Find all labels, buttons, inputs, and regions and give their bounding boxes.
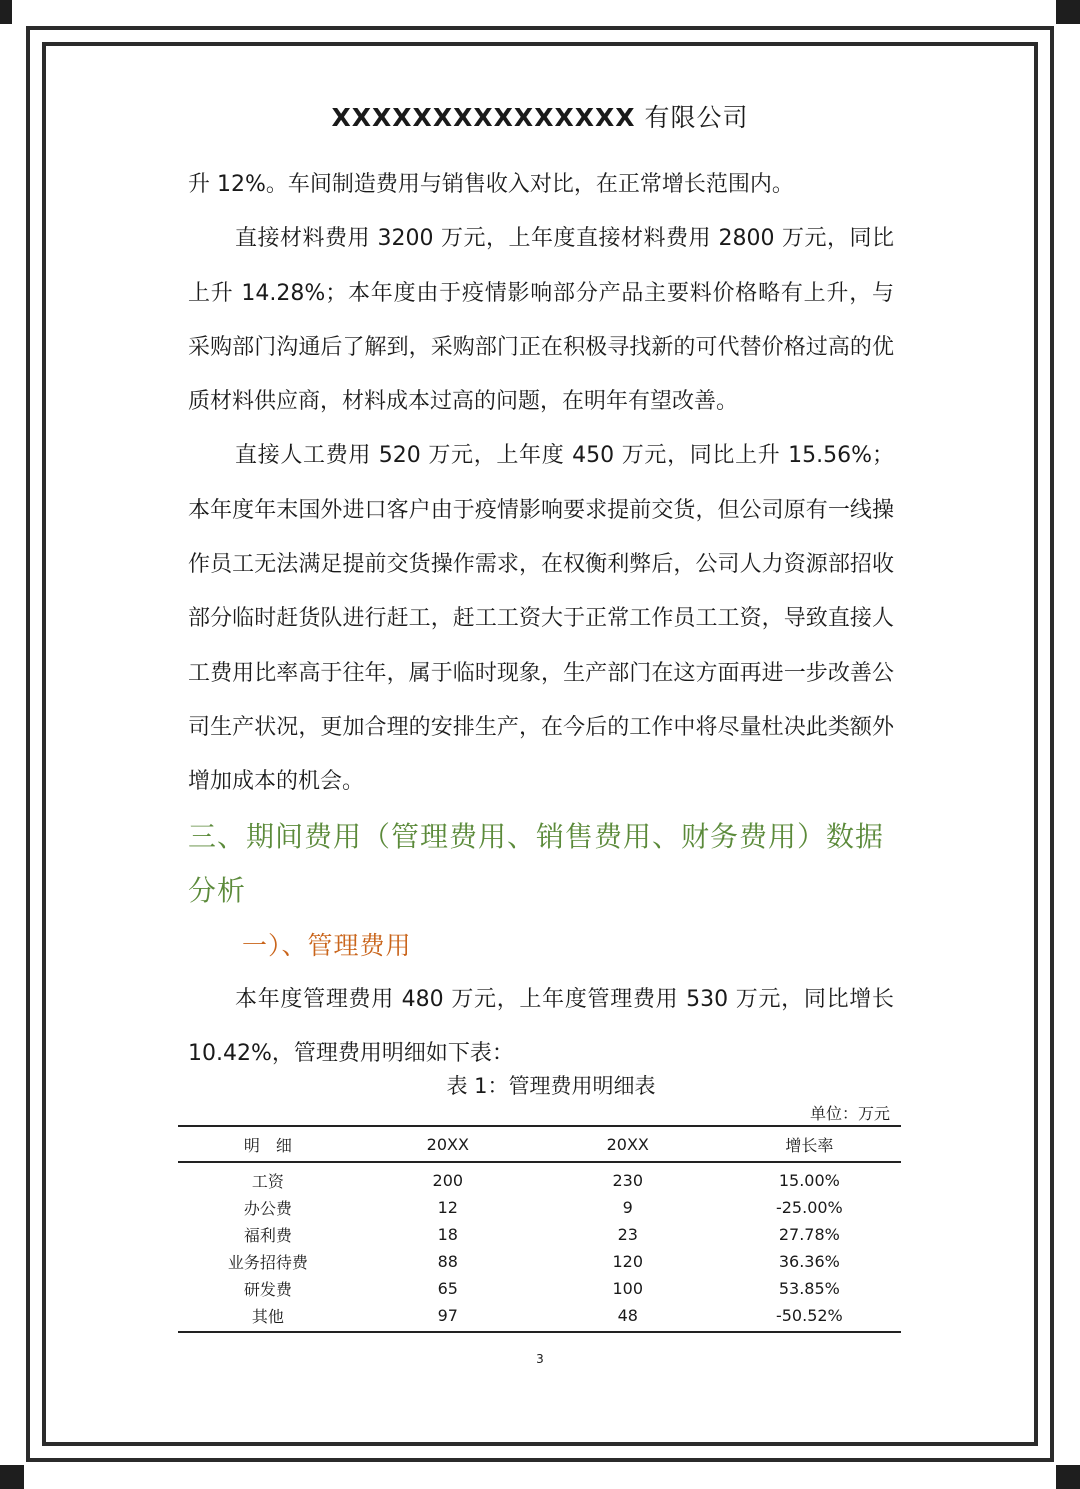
table-cell: 120 — [612, 1252, 644, 1271]
table-cell: 36.36% — [778, 1252, 840, 1271]
table-caption-wrap — [188, 1072, 894, 1100]
column-header: 增长率 — [718, 1126, 901, 1162]
paragraph-3: 直接人工费用 520 万元，上年度 450 万元，同比上升 15.56%；本年度年末国外进口客户由于疫情影响要求提前交货，但公司原有一线操作员工无法满足提前交货操作需求，在权衡利弊后，公司人力资源部招收部分临时赶货队进行赶工，赶工工资大于正常工作员工工资，导致直接人工费用比率高于往年，属于临时现象，生产部门在这方面再进一步改善公司生产状况，更加合理的安排生产，在今后的工作中将尽量杜决此类额外增加成本的机会。 — [188, 443, 894, 795]
table-cell: 230 — [612, 1171, 644, 1190]
table-title: 表 1：管理费用明细表 — [446, 1074, 656, 1098]
company-code: XXXXXXXXXXXXXXX — [331, 103, 636, 132]
table-cell: 研发费 — [243, 1280, 292, 1299]
paragraph-1: 升 12%。车间制造费用与销售收入对比，在正常增长范围内。 — [188, 172, 794, 197]
table-cell: -25.00% — [775, 1198, 843, 1217]
table-cell: 97 — [358, 1302, 538, 1332]
table-cell: -50.52% — [718, 1302, 901, 1332]
corner-mark-top-left — [0, 0, 12, 24]
table-cell: 办公费 — [243, 1199, 292, 1218]
document-body — [188, 158, 894, 1081]
table-row — [178, 1248, 901, 1275]
table-cell: 65 — [437, 1279, 458, 1298]
table-row — [178, 1162, 901, 1194]
column-header: 20XX — [358, 1126, 538, 1162]
expense-detail-table — [178, 1125, 901, 1333]
table-cell: 100 — [612, 1279, 644, 1298]
page-number: 3 — [536, 1352, 544, 1366]
table-row — [178, 1221, 901, 1248]
page-header — [0, 98, 1080, 134]
column-header: 明 细 — [178, 1126, 358, 1162]
table-cell: 27.78% — [778, 1225, 840, 1244]
table-cell: 200 — [432, 1171, 464, 1190]
table-unit: 单位：万元 — [809, 1104, 890, 1123]
sub-heading: 一）、管理费用 — [242, 930, 412, 960]
table-cell: 福利费 — [243, 1226, 292, 1245]
table-cell: 48 — [538, 1302, 718, 1332]
table-cell: 88 — [437, 1252, 458, 1271]
corner-mark-top-right — [1056, 0, 1080, 24]
table-header-row — [178, 1126, 901, 1162]
table-cell: 工资 — [251, 1172, 284, 1191]
column-header: 20XX — [538, 1126, 718, 1162]
table-cell: 53.85% — [778, 1279, 840, 1298]
table-cell: 其他 — [178, 1302, 358, 1332]
table-row — [178, 1302, 901, 1332]
corner-mark-bottom-right — [1056, 1465, 1080, 1489]
table-cell: 12 — [437, 1198, 458, 1217]
table-unit-wrap — [188, 1103, 894, 1125]
table-cell: 9 — [622, 1198, 633, 1217]
table-cell: 业务招待费 — [227, 1253, 308, 1272]
paragraph-4: 本年度管理费用 480 万元，上年度管理费用 530 万元，同比增长 10.42%，管理费用明细如下表： — [188, 986, 894, 1066]
table-cell: 23 — [617, 1225, 638, 1244]
table-row — [178, 1194, 901, 1221]
company-suffix: 有限公司 — [644, 103, 749, 132]
table-row — [178, 1275, 901, 1302]
corner-mark-bottom-left — [0, 1465, 24, 1489]
section-heading: 三、期间费用（管理费用、销售费用、财务费用）数据分析 — [188, 819, 885, 907]
table-cell: 15.00% — [778, 1171, 840, 1190]
paragraph-2: 直接材料费用 3200 万元，上年度直接材料费用 2800 万元，同比上升 14.28%；本年度由于疫情影响部分产品主要料价格略有上升，与采购部门沟通后了解到，采购部门正在积极寻找新的可代替价格过高的优质材料供应商，材料成本过高的问题，在明年有望改善。 — [188, 226, 894, 415]
table-cell: 18 — [437, 1225, 458, 1244]
